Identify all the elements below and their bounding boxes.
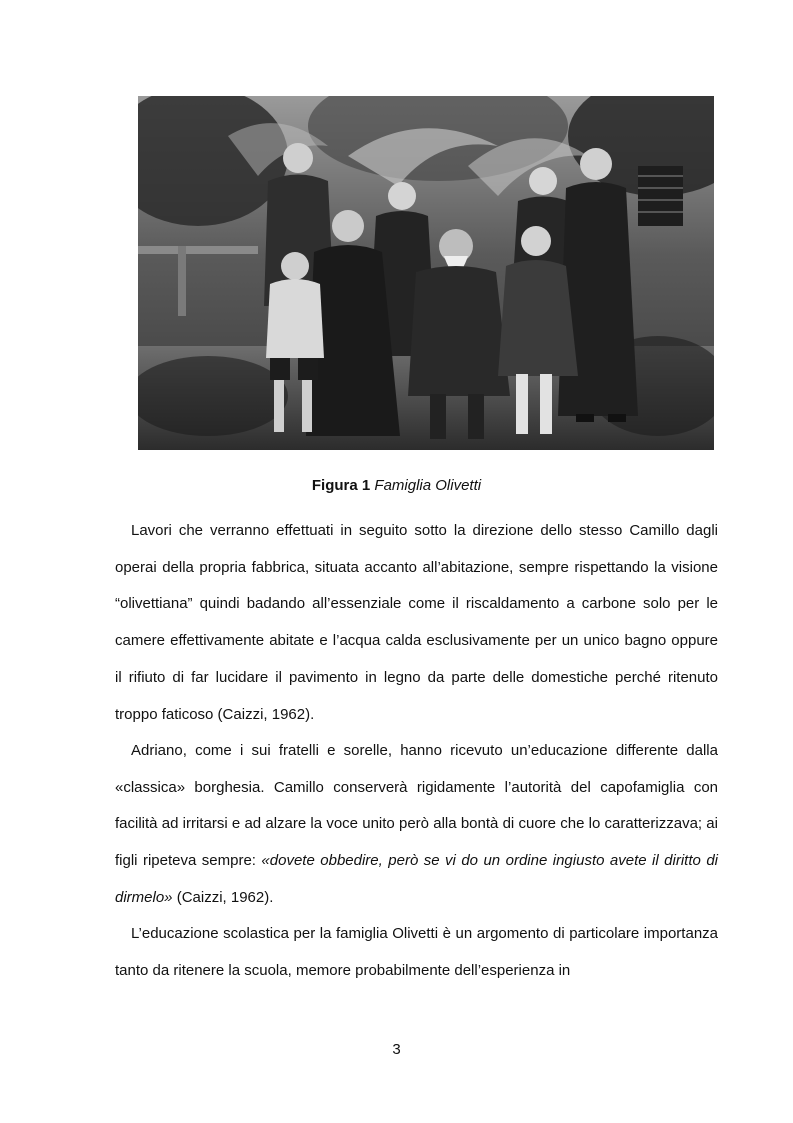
family-photo — [138, 96, 714, 450]
paragraph-1-text: Lavori che verranno effettuati in seguito sotto la direzione dello stesso Camillo dagli operai della propria fabbrica, situata accanto all’abitazione, sempre rispettando la visione “olivettiana” quindi badando all’essenziale come il riscaldamento a carbone solo per le camere effettivamente abitate e l’acqua calda esclusivamente per un unico bagno oppure il rifiuto di far lucidare il pavimento in legno da parte delle domestiche perché ritenuto troppo faticoso (Caizzi, 1962). — [115, 522, 718, 723]
family-photo-illustration — [138, 96, 714, 450]
paragraph-2-text: Adriano, come i sui fratelli e sorelle, hanno ricevuto un’educazione differente dalla «classica» borghesia. Camillo conserverà rigidamente l’autorità del capofamiglia con facilità ad irritarsi e ad alzare la voce unito però alla bontà di cuore che lo caratterizzava; ai figli ripeteva sempre: — [115, 742, 718, 870]
paragraph-2 — [115, 733, 718, 917]
paragraph-1 — [115, 513, 718, 733]
figure-label: Figura 1 — [311, 477, 371, 494]
paragraph-2-citation: (Caizzi, 1962). — [172, 888, 274, 906]
paragraph-3-text: L’educazione scolastica per la famiglia Olivetti è un argomento di particolare importanza tanto da ritenere la scuola, memore probabilmente dell’esperienza in — [115, 925, 718, 979]
paragraph-3 — [115, 916, 718, 989]
page-number: 3 — [392, 1041, 401, 1058]
paragraph-2-quote: «dovete obbedire, però se vi do un ordine ingiusto avete il diritto di dirmelo» — [115, 852, 718, 906]
figure-title: Famiglia Olivetti — [374, 477, 482, 494]
figure-caption — [0, 476, 793, 496]
